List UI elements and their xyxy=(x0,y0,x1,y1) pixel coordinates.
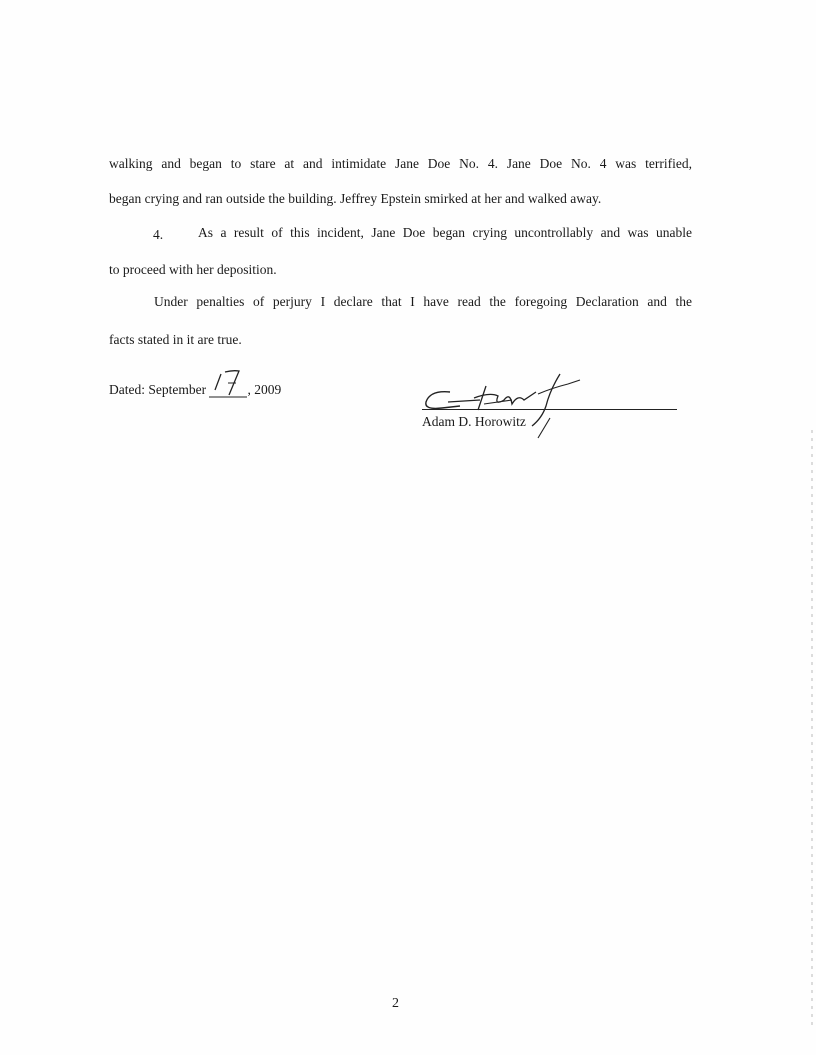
body-line-1: walking and began to stare at and intimidate Jane Doe No. 4. Jane Doe No. 4 was terrified, xyxy=(109,156,692,171)
paragraph-4-text: As a result of this incident, Jane Doe began crying uncontrollably and was unable xyxy=(198,225,692,240)
scan-edge-mark xyxy=(810,430,814,1030)
dated-line xyxy=(109,382,281,398)
body-line-2: began crying and ran outside the building. Jeffrey Epstein smirked at her and walked away. xyxy=(109,191,602,206)
signer-name: Adam D. Horowitz xyxy=(422,414,526,429)
paragraph-number: 4. xyxy=(153,227,164,242)
page-number: 2 xyxy=(392,996,399,1011)
handwritten-day xyxy=(209,382,247,398)
dated-year: , 2009 xyxy=(247,382,282,397)
declaration-line-2: facts stated in it are true. xyxy=(109,332,242,347)
signature-line xyxy=(422,409,677,410)
handwritten-day-mark xyxy=(209,368,249,400)
dated-label: Dated: September xyxy=(109,382,207,397)
declaration-line: Under penalties of perjury I declare that I have read the foregoing Declaration and the xyxy=(154,294,692,309)
body-line-4: to proceed with her deposition. xyxy=(109,262,277,277)
